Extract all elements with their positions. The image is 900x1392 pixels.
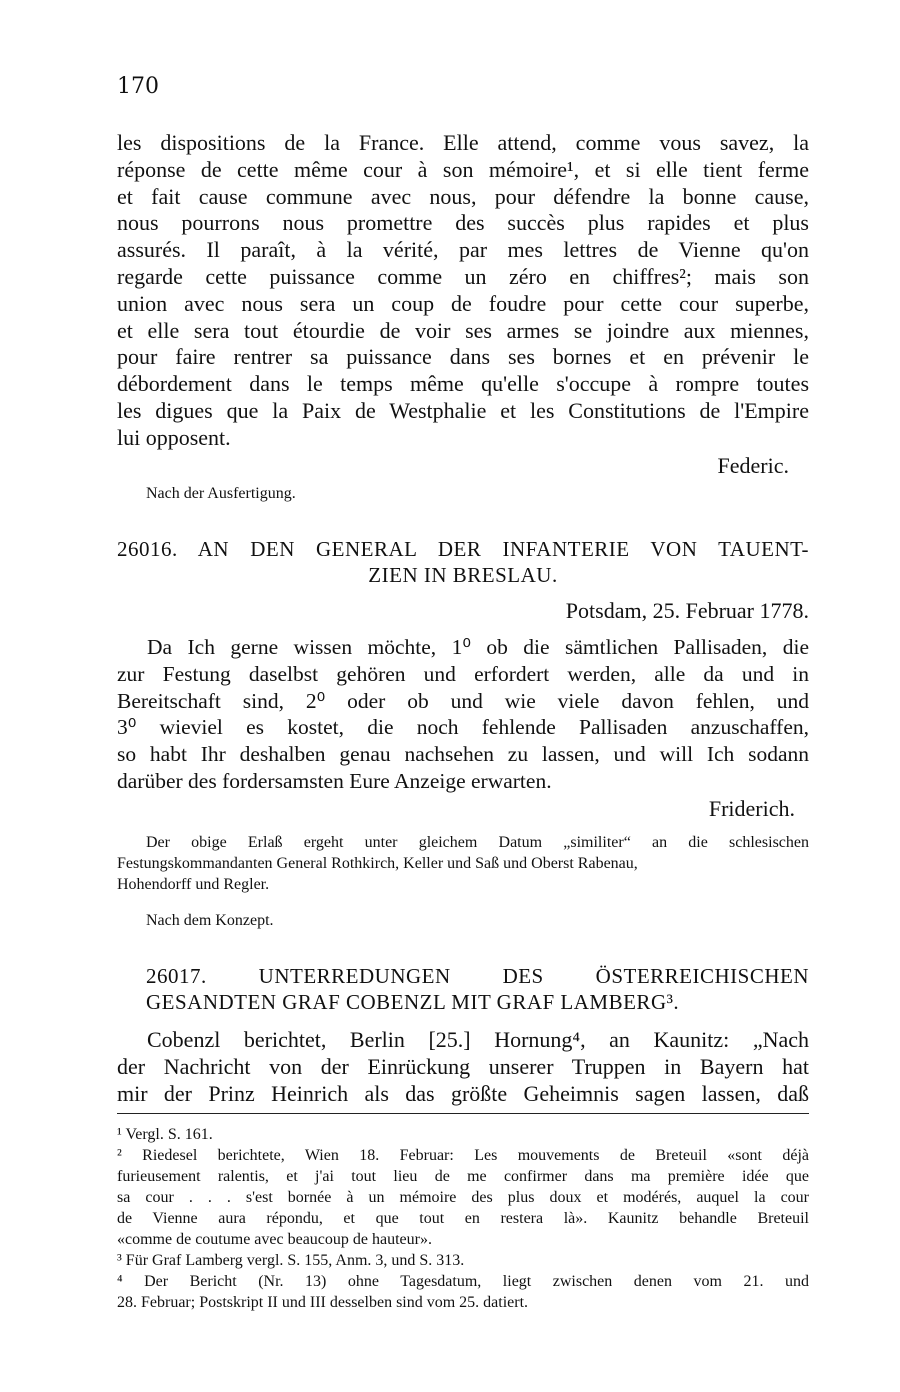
text-line: débordement dans le temps même qu'elle s'occupe à rompre toutes [117,371,809,397]
heading-line: 26017. UNTERREDUNGEN DES ÖSTERREICHISCHEN [146,964,809,988]
footnote-2-cont: «comme de coutume avec beaucoup de hauteur». [117,1231,432,1248]
footnote-1: ¹ Vergl. S. 161. [117,1126,213,1143]
doc-26017-body [117,1027,809,1107]
signature-friderich: Friderich. [708,796,795,821]
text-line: Bereitschaft sind, 2⁰ oder ob und wie viele davon fehlen, und [117,688,809,713]
text-line: Cobenzl berichtet, Berlin [25.] Hornung⁴, an Kaunitz: „Nach [147,1027,809,1052]
doc-26016-body [117,634,809,795]
doc-26017-heading [146,963,809,1015]
text-line: so habt Ihr deshalben genau nachsehen zu lassen, und will Ich sodann [117,742,809,767]
text-line: pour faire rentrer sa puissance dans ses bornes et en prévenir le [117,344,809,370]
text-line: et fait cause commune avec nous, pour défendre la bonne cause, [117,183,809,209]
text-line: zur Festung daselbst gehören und erfordert werden, alle da und in [117,661,809,686]
text-line: darüber des fordersamsten Eure Anzeige erwarten. [117,768,552,793]
footnote-3: ³ Für Graf Lamberg vergl. S. 155, Anm. 3, und S. 313. [117,1252,465,1269]
letter-body [117,130,809,452]
footnotes [117,1124,809,1313]
dateline: Potsdam, 25. Februar 1778. [565,598,809,623]
footnote-2: ² Riedesel berichtete, Wien 18. Februar: Les mouvements de Breteuil «sont déjà [117,1147,809,1164]
footnote-4: ⁴ Der Bericht (Nr. 13) ohne Tagesdatum, liegt zwischen denen vom 21. und [117,1273,809,1290]
footnote-2-cont: sa cour . . . s'est bornée à un mémoire des plus doux et modérés, auquel la cour [117,1189,809,1206]
text-line: lui opposent. [117,424,231,450]
text-line: et elle sera tout étourdie de voir ses armes se joindre aux miennes, [117,317,809,343]
heading-line: GESANDTEN GRAF COBENZL MIT GRAF LAMBERG³. [146,990,680,1014]
page-number: 170 [117,74,159,99]
text-line: der Nachricht von der Einrückung unserer Truppen in Bayern hat [117,1053,809,1079]
footnote-4-cont: 28. Februar; Postskript II und III desselben sind vom 25. datiert. [117,1294,529,1311]
text-line: union avec nous sera un coup de foudre pour cette cour superbe, [117,290,809,316]
text-line: mir der Prinz Heinrich als das größte Geheimnis sagen lassen, daß [117,1080,809,1106]
footnote-rule [117,1113,809,1114]
signature-federic: Federic. [717,453,789,478]
text-line: assurés. Il paraît, à la vérité, par mes lettres de Vienne qu'on [117,237,809,263]
text-line: 3⁰ wieviel es kostet, die noch fehlende Pallisaden anzuschaffen, [117,715,809,740]
text-line: nous pourrons nous promettre des succès plus rapides et plus [117,210,809,236]
text-line: les dispositions de la France. Elle attend, comme vous savez, la [117,130,809,155]
text-line: Da Ich gerne wissen möchte, 1⁰ ob die sämtlichen Pallisaden, die [147,635,809,659]
source-note: Nach der Ausfertigung. [146,485,296,502]
text-line: réponse de cette même cour à son mémoire¹, et si elle tient ferme [117,156,809,182]
heading-line: ZIEN IN BRESLAU. [368,563,558,587]
footnote-2-cont: furieusement ralentis, et j'ai tout lieu de me confirmer dans ma première idée que [117,1168,809,1185]
text-line: les digues que la Paix de Westphalie et les Constitutions de l'Empire [117,397,809,423]
heading-line: 26016. AN DEN GENERAL DER INFANTERIE VON TAUENT- [117,537,809,561]
editorial-note [117,832,809,895]
source-note: Nach dem Konzept. [146,912,274,929]
note-line: Festungskommandanten General Rothkirch, Keller und Saß und Oberst Rabenau, [117,855,638,872]
note-line: Der obige Erlaß ergeht unter gleichem Datum „similiter“ an die schlesischen [146,834,809,851]
footnote-2-cont: de Vienne aura répondu, et que tout en restera là». Kaunitz behandle Breteuil [117,1210,809,1227]
doc-26016-heading [117,536,809,588]
text-line: regarde cette puissance comme un zéro en chiffres²; mais son [117,263,809,289]
note-line: Hohendorff und Regler. [117,876,270,893]
